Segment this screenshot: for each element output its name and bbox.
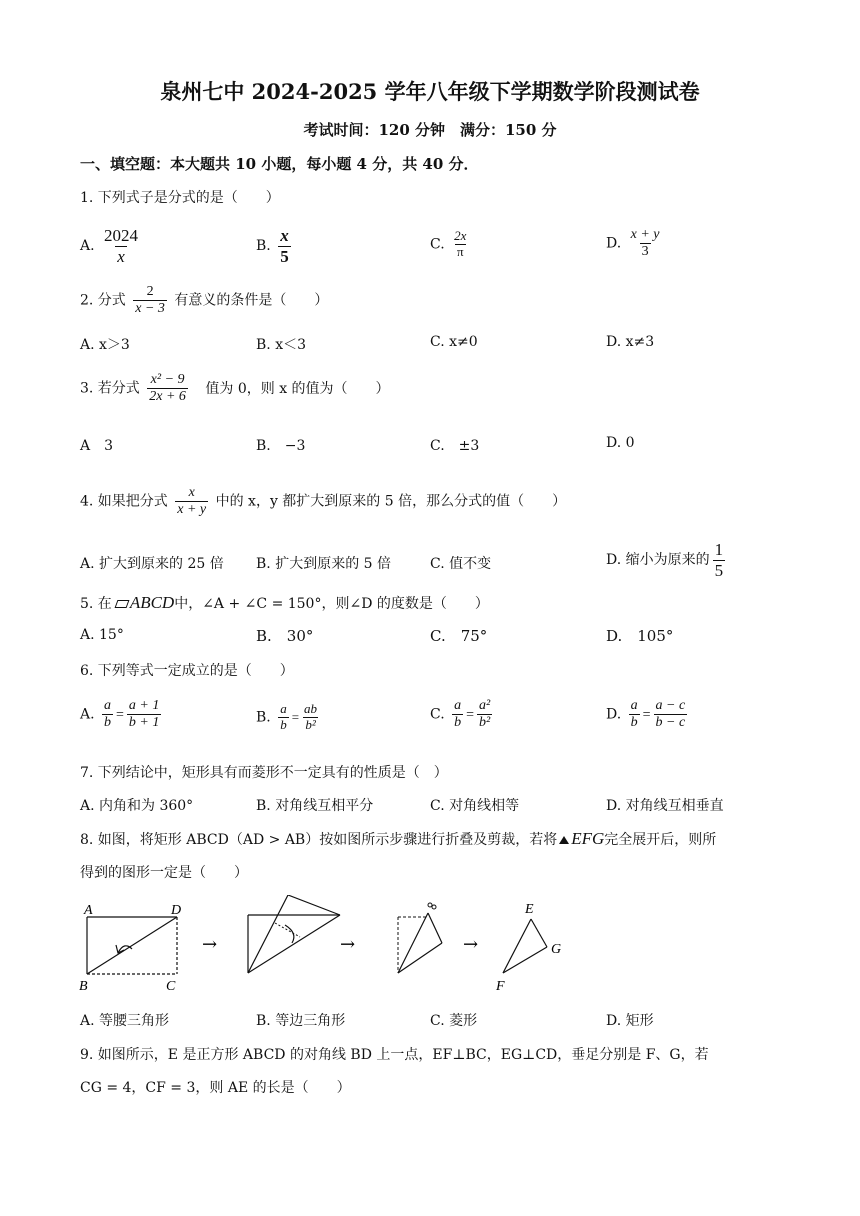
denominator: x − 3 [135,301,165,317]
arrow-icon: → [202,934,218,955]
triangle-name: EFG [571,829,605,848]
q5-stem [80,593,489,613]
q7-option-d: D. 对角线互相垂直 [606,798,724,814]
option-label: A. [80,238,95,255]
numerator: a − c [655,698,686,713]
denominator: b + 1 [128,715,160,731]
numerator: a [280,701,287,716]
numerator: x² − 9 [150,372,185,387]
q6-stem: 6. 下列等式一定成立的是（ ） [80,663,294,679]
q8-option-d: D. 矩形 [606,1013,654,1029]
q3-option-d: D. 0 [606,435,635,451]
numerator: a [630,698,638,713]
denominator: b [454,715,462,731]
denominator: b [280,716,287,732]
q5-option-d: D. 105° [606,627,674,645]
q2-option-d: D. x≠3 [606,334,655,350]
stem-text: 中，∠A + ∠C = 150°，则∠D 的度数是（ ） [174,596,489,612]
page-title: 泉州七中 2024-2025 学年八年级下学期数学阶段测试卷 [160,79,700,104]
numerator: x [280,226,289,245]
q4-option-b: B. 扩大到原来的 5 倍 [256,556,391,572]
q8-option-c: C. 菱形 [430,1013,478,1029]
q6-option-d: D. $\frac{a}{b}$ = $\frac{a - c}{b - c}$ [606,698,686,731]
q3-option-b: B. −3 [256,438,306,454]
q9-stem-line1: 9. 如图所示，E 是正方形 ABCD 的对角线 BD 上一点，EF⊥BC，EG⊥CD，垂足分别是 F、G，若 [80,1047,709,1063]
option-label: B. [256,709,271,726]
stem-text: 3. 若分式 [80,380,140,397]
label-c: C [166,979,176,994]
q1-stem: 1. 下列式子是分式的是（ ） [80,190,280,206]
denominator: b² [305,716,316,732]
stem-text: 2. 分式 [80,292,126,309]
q5-option-c: C. 75° [430,627,488,645]
stem-text: 4. 如果把分式 [80,493,168,510]
numerator: 1 [714,540,724,559]
option-label: C. [430,236,445,253]
label-d: D [171,903,182,918]
q8-stem-line2: 得到的图形一定是（ ） [80,865,248,881]
numerator: a [454,698,462,713]
q1-option-b [256,226,294,266]
q5-option-a: A. 15° [80,627,124,643]
q1-option-d [606,227,665,260]
option-text: D. 缩小为原来的 [606,552,710,569]
q2-option-c: C. x≠0 [430,334,478,350]
numerator: 2 [146,284,154,299]
label-e: E [525,902,534,917]
option-label: A. [80,706,95,723]
label-b: B [79,979,88,994]
option-label: D. [606,706,622,723]
fold-step [248,895,340,973]
q8-stem-line1 [80,829,716,849]
denominator: b [104,715,112,731]
option-label: B. [256,238,271,255]
denominator: π [456,243,464,259]
numerator: a [104,698,112,713]
arrow-icon: → [463,934,479,955]
q1-option-a [80,226,143,266]
q8-option-b: B. 等边三角形 [256,1013,346,1029]
q6-option-b: B. $\frac{a}{b}$ = $\frac{ab}{\text{b²}}$ [256,701,318,732]
q3-option-a: A 3 [80,438,114,454]
q5-option-b: B. 30° [256,627,314,645]
q7-option-c: C. 对角线相等 [430,798,520,814]
q4-stem [80,485,566,518]
q7-option-a: A. 内角和为 360° [80,798,194,814]
denominator: 5 [714,560,724,580]
exam-info: 考试时间：120 分钟 满分：150 分 [303,121,557,139]
triangle-step [495,902,561,994]
numerator: ab [304,701,318,716]
denominator: 3 [641,244,649,260]
stem-text: 值为 0，则 x 的值为（ ） [205,380,390,397]
q3-option-c: C. ±3 [430,438,480,454]
arrow-icon: → [340,934,356,955]
numerator: 2024 [104,226,139,245]
label-f: F [496,979,505,994]
q6-option-a: A. $\frac{a}{b}$ = $\frac{a + 1}{b + 1}$ [80,698,160,731]
shape-name: ABCD [129,593,175,612]
q4-option-c: C. 值不变 [430,556,492,572]
q2-stem [80,284,328,317]
q9-stem-line2: CG = 4，CF = 3，则 AE 的长是（ ） [80,1080,351,1096]
denominator: x + y [177,502,207,518]
numerator: 2x [454,228,467,243]
denominator: x [117,246,125,266]
triangle-icon [559,836,569,844]
stem-text: 中的 x，y 都扩大到原来的 5 倍，那么分式的值（ ） [215,493,567,510]
q4-option-a: A. 扩大到原来的 25 倍 [80,556,224,572]
cut-step [398,903,442,973]
stem-text: 完全展开后，则所 [604,832,717,848]
denominator: b [630,715,638,731]
q3-stem [80,372,390,405]
label-g: G [551,942,562,957]
q1-option-c [430,229,471,260]
numerator: a + 1 [128,698,160,713]
stem-text: 有意义的条件是（ ） [174,292,329,309]
rectangle-step [79,903,181,994]
section-heading: 一、填空题：本大题共 10 小题，每小题 4 分，共 40 分． [80,155,479,173]
q2-option-a: A. x＞3 [80,337,130,353]
q8-option-a: A. 等腰三角形 [80,1013,170,1029]
q7-stem: 7. 下列结论中，矩形具有而菱形不一定具有的性质是（ ） [80,765,448,781]
numerator: x [188,485,195,500]
q6-option-c: C. $\frac{a}{b}$ = $\frac{\text{a²}}{\text{b²}}$ [430,698,491,731]
q4-option-d [606,540,728,580]
numerator: a² [479,698,491,713]
denominator: 2x + 6 [149,389,186,405]
option-label: C. [430,706,445,723]
q7-option-b: B. 对角线互相平分 [256,798,374,814]
label-a: A [84,903,93,918]
denominator: b² [479,715,491,731]
denominator: b − c [655,715,686,731]
stem-text: 5. 在 [80,596,112,612]
option-label: D. [606,235,622,252]
numerator: x + y [630,227,660,242]
stem-text: 8. 如图，将矩形 ABCD（AD > AB）按如图所示步骤进行折叠及剪裁，若将 [80,832,558,848]
denominator: 5 [280,246,289,266]
parallelogram-icon [114,600,129,608]
q8-folding-figure [70,895,590,1000]
q2-option-b: B. x＜3 [256,337,306,353]
